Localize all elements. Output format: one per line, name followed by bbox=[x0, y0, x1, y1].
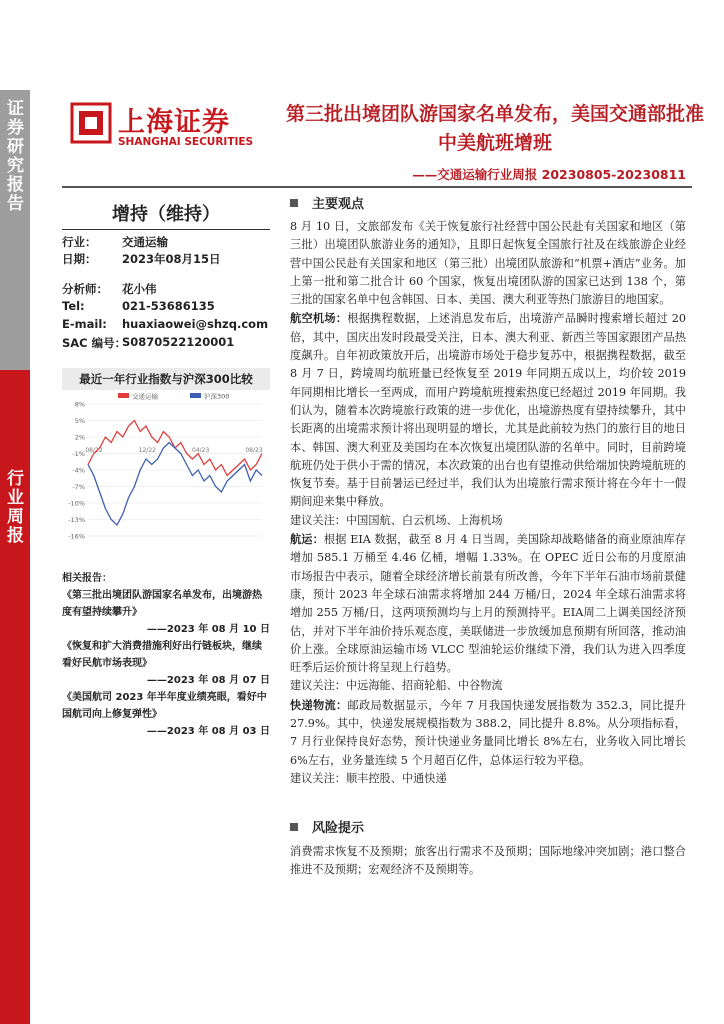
chart-legend-swatch bbox=[190, 393, 201, 398]
info-analyst-value: 花小伟 bbox=[122, 282, 157, 296]
chart-y-tick-label: -13% bbox=[68, 516, 85, 524]
logo-name-cn: 上海证券 bbox=[118, 107, 230, 138]
paragraph-lead: 航运： bbox=[290, 532, 324, 547]
chart-y-tick-label: -4% bbox=[72, 466, 85, 475]
related-item-title[interactable]: 《恢复和扩大消费措施利好出行链板块，继续看好民航市场表现》 bbox=[62, 641, 262, 669]
related-reports bbox=[62, 570, 270, 740]
chart-y-tick-label: -16% bbox=[68, 532, 85, 541]
chart-y-tick-label: -10% bbox=[68, 499, 85, 508]
paragraph-text: 根据 EIA 数据，截至 8 月 4 日当周，美国除却战略储备的商业原油库存增加 585.1 万桶至 4.46 亿桶，增幅 1.33%。在 OPEC 近日公布的月度原油市场报告中表示，随着全球经济增长前景有所改善，今年下半年石油市场前景健康，预计 2023 年全球石油需求将增加 244 万桶/日，2024 年全球石油需求将增加 255 万桶/日，这两项预测均与上月的预测持平。EIA周二上调美国经济预估，并对下半年油价持乐观态度，美联储进一步放缓加息预期有所回落，推动油价上涨。全球原油运输市场 VLCC 型油轮运价继续下滑，我们认为进入四季度旺季后运价预计将呈现上行趋势。 bbox=[290, 533, 686, 675]
related-item-date: ——2023 年 08 月 03 日 bbox=[146, 726, 270, 737]
paragraph-lead: 快递物流： bbox=[290, 697, 348, 712]
chart-y-tick-label: 2% bbox=[74, 433, 85, 442]
index-comparison-chart bbox=[62, 368, 270, 544]
sidebar-report-category: 行业周报 bbox=[7, 469, 24, 546]
info-sac-value: S0870522120001 bbox=[122, 335, 235, 349]
chart-legend-label: 沪深300 bbox=[204, 392, 230, 401]
chart-legend-label: 交通运输 bbox=[132, 392, 158, 401]
chart-y-tick-label: -1% bbox=[72, 450, 85, 458]
chart-plot bbox=[62, 390, 270, 544]
main-points-heading bbox=[290, 193, 364, 212]
paragraph bbox=[290, 677, 686, 695]
info-email-value: huaxiaowei@shzq.com bbox=[122, 317, 269, 331]
info-sac-label: SAC 编号： bbox=[62, 336, 127, 350]
main-points-heading-text: 主要观点 bbox=[312, 197, 365, 212]
related-item[interactable] bbox=[62, 689, 270, 740]
chart-series-line bbox=[88, 443, 262, 526]
paragraph bbox=[290, 696, 686, 770]
info-tel-value: 021-53686135 bbox=[122, 299, 215, 313]
related-item-title[interactable]: 《美国航司 2023 年半年度业绩亮眼，看好中国航司向上修复弹性》 bbox=[62, 692, 267, 720]
paragraph bbox=[290, 770, 686, 788]
risk-heading bbox=[290, 817, 364, 836]
rating-divider bbox=[62, 229, 270, 230]
rating: 增持（维持） bbox=[112, 204, 220, 225]
chart-x-tick-label: 08/23 bbox=[245, 447, 263, 454]
paragraph-text: 邮政局数据显示，今年 7 月我国快递发展指数为 352.3，同比提升 27.9%。其中，快递发展规模指数为 388.2，同比提升 8.8%。从分项指标看，7 月行业保持良好态势，预计快递业务量同比增长 8%左右，业务收入同比增长 6%左右，业务量连续 5 个月超百亿件，总体运行较为平稳。 bbox=[290, 698, 686, 767]
paragraph bbox=[290, 512, 686, 530]
chart-x-tick-label: 12/22 bbox=[138, 447, 156, 454]
info-analyst-label: 分析师： bbox=[62, 282, 108, 296]
paragraph bbox=[290, 309, 686, 511]
risk-body: 消费需求恢复不及预期；旅客出行需求不及预期；国际地缘冲突加剧；港口整合推进不及预期；宏观经济不及预期等。 bbox=[290, 845, 686, 877]
paragraph-text: 建议关注：中国国航、白云机场、上海机场 bbox=[290, 513, 503, 527]
paragraph-text: 建议关注：中远海能、招商轮船、中谷物流 bbox=[290, 679, 503, 693]
section-bullet-icon bbox=[290, 823, 298, 831]
chart-y-tick-label: -7% bbox=[72, 483, 85, 491]
chart-y-tick-label: 8% bbox=[74, 400, 85, 409]
header-divider bbox=[62, 186, 692, 188]
info-industry-label: 行业： bbox=[62, 235, 97, 249]
sidebar-report-type: 证券研究报告 bbox=[7, 99, 24, 214]
risk-heading-text: 风险提示 bbox=[312, 821, 365, 836]
paragraph bbox=[290, 530, 686, 677]
related-item-date: ——2023 年 08 月 07 日 bbox=[146, 675, 270, 686]
paragraph bbox=[290, 218, 686, 309]
info-tel-label: Tel: bbox=[62, 299, 85, 313]
chart-title: 最近一年行业指数与沪深300比较 bbox=[79, 372, 253, 386]
report-subtitle: ——交通运输行业周报 20230805-20230811 bbox=[412, 167, 686, 182]
logo-mark-icon bbox=[70, 102, 112, 144]
paragraph-lead: 航空机场： bbox=[290, 311, 348, 326]
related-item[interactable] bbox=[62, 587, 270, 638]
chart-x-tick-label: 08/22 bbox=[85, 447, 103, 454]
section-bullet-icon bbox=[290, 199, 298, 207]
related-item-title[interactable]: 《第三批出境团队游国家名单发布，出境游热度有望持续攀升》 bbox=[62, 590, 262, 618]
paragraph-text: 建议关注：顺丰控股、中通快递 bbox=[290, 771, 447, 785]
chart-legend-swatch bbox=[118, 393, 129, 398]
report-title: 第三批出境团队游国家名单发布，美国交通部批准中美航班增班 bbox=[285, 103, 704, 154]
main-points-body bbox=[290, 218, 686, 788]
info-date-label: 日期： bbox=[62, 252, 97, 266]
chart-y-tick-label: 5% bbox=[74, 417, 85, 425]
related-title: 相关报告： bbox=[62, 573, 112, 584]
related-item[interactable] bbox=[62, 638, 270, 689]
related-item-date: ——2023 年 08 月 10 日 bbox=[146, 624, 270, 635]
chart-x-tick-label: 04/23 bbox=[192, 447, 210, 454]
paragraph-text: 8 月 10 日，文旅部发布《关于恢复旅行社经营中国公民赴有关国家和地区（第三批）出境团队旅游业务的通知》，且即日起恢复全国旅行社及在线旅游企业经营中国公民赴有关国家和地区（第三批）出境团队旅游和“机票+酒店”业务。加上第一批和第二批合计 60 个国家，恢复出境团队游的国家已达到 138 个，第三批的国家名单中包含韩国、日本、美国、澳大利亚等热门旅游目的地国家。 bbox=[290, 220, 686, 307]
company-logo bbox=[70, 100, 270, 160]
info-industry-value: 交通运输 bbox=[122, 235, 168, 249]
logo-name-en: SHANGHAI SECURITIES bbox=[118, 136, 254, 148]
paragraph-text: 根据携程数据，上述消息发布后，出境游产品瞬时搜索增长超过 20 倍，其中，国庆出发时段最受关注，日本、澳大利亚、新西兰等国家跟团产品热度飙升。自年初政策放开后，出境游市场处于稳步复苏中，根据携程数据，截至 8 月 7 日，跨境周均航班量已经恢复至 2019 年同期五成以上，均价较 2019 年同期相比增长一至两成，而用户跨境航班搜索热度已经超过 2019 年同期。我们认为，随着本次跨境旅行政策的进一步优化，出境游热度有望持续攀升，其中长距离的出境需求预计将出现明显的增长，尤其是此前较为热门的旅行目的地日本、韩国、澳大利亚及美国均在本次恢复出境团队游的名单中。同时，目前跨境航班仍处于供小于需的情况，本次政策的出台也有望推动供给端加快跨境航班的恢复节奏。基于目前暑运已经过半，我们认为出境旅行需求预计将在今年十一假期间迎来集中释放。 bbox=[290, 312, 686, 509]
info-email-label: E-mail: bbox=[62, 317, 107, 331]
info-date-value: 2023年08月15日 bbox=[122, 252, 221, 266]
